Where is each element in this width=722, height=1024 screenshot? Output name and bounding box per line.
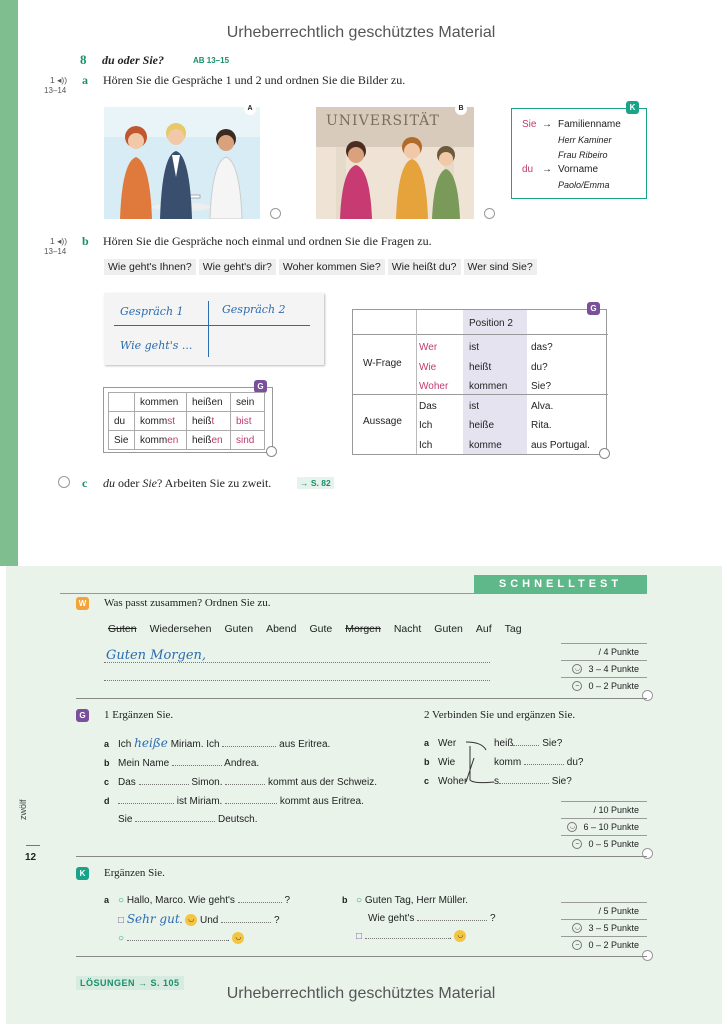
g-task2-title: 2 Verbinden Sie und ergänzen Sie. — [424, 709, 576, 721]
notepad — [104, 293, 324, 365]
smile-emoji-icon: ◡ — [232, 932, 244, 944]
task-letter-c: c — [82, 476, 88, 490]
pronoun-cell: du — [109, 412, 135, 431]
g2-line-a: a Wer heiß Sie? — [424, 738, 563, 749]
blank[interactable] — [118, 803, 174, 804]
task-a-instruction: Hören Sie die Gespräche 1 und 2 und ordnen Sie die Bilder zu. — [103, 73, 406, 87]
blank[interactable] — [513, 745, 539, 746]
k-a-line3: ○ . ◡ — [104, 930, 334, 948]
syntax-word: Ich — [419, 439, 433, 451]
syntax-verb: ist — [469, 342, 479, 353]
k-b-line3: □ . ◡ — [342, 928, 552, 946]
sie-label: Sie — [522, 119, 537, 130]
verb-table — [108, 392, 265, 450]
conjugation-cell: sind — [231, 431, 265, 450]
syntax-word: Das — [419, 400, 437, 412]
audio-cd-label: 1 — [50, 236, 55, 246]
track-numbers: 13–14 — [44, 247, 67, 256]
k-dialog-b — [342, 891, 552, 946]
syntax-rest: Rita. — [531, 420, 552, 431]
neutral-face-icon: – — [572, 940, 582, 950]
question-chip: Wer sind Sie? — [464, 259, 537, 275]
task-b-instruction: Hören Sie die Gespräche noch einmal und ordnen Sie die Fragen zu. — [103, 234, 432, 248]
syntax-rest: Sie? — [531, 381, 552, 392]
university-sign: UNIVERSITÄT — [326, 113, 440, 129]
question-chip: Wie geht's dir? — [199, 259, 276, 275]
blank[interactable] — [172, 765, 222, 766]
page-number: 12 — [25, 852, 37, 863]
blank[interactable] — [524, 764, 564, 765]
audio-icon[interactable]: 1 ◂)) — [50, 75, 68, 85]
w-frage-label: W-Frage — [363, 358, 402, 369]
points-low: – 0 – 5 Punkte — [561, 835, 647, 852]
k-a-line2: □ Sehr gut. ◡ Und ? — [118, 912, 280, 926]
notepad-entry: Wie geht's ... — [120, 339, 193, 352]
blank[interactable] — [127, 940, 227, 941]
word-chip: Wiedersehen — [149, 623, 212, 635]
task-c-instruction: du oder Sie? Arbeiten Sie zu zweit. — [103, 476, 272, 490]
word-chip: Guten — [108, 623, 137, 635]
g1-line-extra: Sie Deutsch. — [118, 814, 258, 825]
w-instruction: Was passt zusammen? Ordnen Sie zu. — [104, 597, 271, 609]
g-task1-lines — [104, 734, 404, 829]
sie-du-info-box — [511, 103, 647, 199]
arrow-icon: → — [542, 119, 552, 130]
points-good: ◡ 3 – 4 Punkte — [561, 660, 647, 677]
k-dialog-a — [104, 891, 334, 948]
syntax-col1 — [419, 338, 448, 455]
verb-header: heißen — [187, 393, 231, 412]
notepad-col1: Gespräch 1 — [120, 305, 184, 318]
smile-emoji-icon: ◡ — [454, 930, 466, 942]
position-2-header: Position 2 — [469, 318, 513, 329]
points-box — [561, 801, 647, 852]
syntax-col3 — [531, 338, 590, 455]
word-bank — [104, 621, 529, 637]
k-b-line1: b ○ Guten Tag, Herr Müller. — [342, 895, 469, 906]
syntax-rest: du? — [531, 361, 548, 373]
points-low: – 0 – 2 Punkte — [561, 936, 647, 953]
magnifier-icon[interactable] — [642, 848, 653, 859]
points-low: – 0 – 2 Punkte — [561, 677, 647, 694]
blank[interactable] — [365, 938, 449, 939]
smile-icon: ◡ — [567, 822, 577, 832]
page-ref-link[interactable]: → S. 82 — [297, 477, 334, 489]
du-example: Paolo/Emma — [558, 180, 610, 190]
left-margin-bar — [0, 0, 18, 660]
word-chip: Abend — [266, 623, 297, 635]
conjugation-cell: heißt — [187, 412, 231, 431]
syntax-rest: das? — [531, 342, 553, 353]
blank[interactable] — [222, 746, 276, 747]
syntax-table-box — [352, 304, 607, 455]
aussage-label: Aussage — [363, 416, 402, 427]
question-chip: Wie heißt du? — [388, 259, 461, 275]
communication-badge: K — [626, 101, 639, 114]
family-name-label: Familienname — [558, 119, 621, 130]
grammar-badge: G — [587, 302, 600, 315]
arrow-icon: → — [542, 164, 552, 175]
points-total: / 5 Punkte — [561, 902, 647, 919]
g-task1-title: 1 Ergänzen Sie. — [104, 709, 174, 721]
notepad-divider — [208, 301, 209, 357]
verb-header: kommen — [135, 393, 187, 412]
conjugation-cell: kommst — [135, 412, 187, 431]
syntax-rest: Alva. — [531, 400, 554, 412]
syntax-verb: ist — [469, 400, 479, 412]
word-chip: Morgen — [345, 623, 381, 635]
blank[interactable] — [225, 784, 265, 785]
g1-line-a: a Ich heiße Miriam. Ich aus Eritrea. — [104, 736, 331, 750]
question-chip: Wie geht's Ihnen? — [104, 259, 196, 275]
blank[interactable] — [417, 920, 487, 921]
blank[interactable] — [499, 783, 549, 784]
conjugation-cell: heißen — [187, 431, 231, 450]
schnelltest-rule — [60, 593, 647, 594]
syntax-rest: aus Portugal. — [531, 439, 590, 451]
task-letter-b: b — [82, 234, 89, 248]
points-good: ◡ 3 – 5 Punkte — [561, 919, 647, 936]
answer-circle-b[interactable] — [484, 208, 495, 219]
table-rule — [416, 310, 417, 454]
answer-circle-a[interactable] — [270, 208, 281, 219]
notepad-col2: Gespräch 2 — [222, 303, 286, 316]
sie-example-2: Frau Ribeiro — [558, 150, 608, 160]
conjugation-cell: kommen — [135, 431, 187, 450]
word-chip: Tag — [504, 623, 522, 635]
verb-header: sein — [231, 393, 265, 412]
g1-line-d: d ist Miriam. kommt aus Eritrea. — [104, 796, 364, 807]
exercise-number: 8 — [80, 52, 87, 67]
syntax-verb: komme — [469, 439, 502, 451]
table-rule — [353, 334, 608, 335]
grammar-badge: G — [254, 380, 267, 393]
syntax-verb: kommen — [469, 381, 508, 392]
section-divider — [76, 956, 647, 957]
word-chip: Guten — [224, 623, 254, 635]
points-total: / 10 Punkte — [561, 801, 647, 818]
partner-work-icon — [58, 476, 70, 488]
task-letter-a: a — [82, 73, 88, 87]
neutral-face-icon: – — [572, 839, 582, 849]
verb-table-box — [103, 382, 273, 453]
illustration-b — [316, 107, 474, 219]
syntax-verb: heiße — [469, 420, 495, 431]
syntax-word: Wer — [419, 342, 438, 353]
question-chips — [104, 259, 540, 275]
audio-icon[interactable]: 1 ◂)) — [50, 236, 68, 246]
w-answer: Guten Morgen, — [106, 648, 207, 663]
blank[interactable] — [238, 902, 282, 903]
answer-line[interactable] — [104, 662, 490, 663]
word-chip: Guten — [434, 623, 463, 635]
g1-line-b: b Mein Name Andrea. — [104, 758, 260, 769]
grammar-badge: G — [76, 709, 89, 722]
watermark-bottom: Urheberrechtlich geschütztes Material — [226, 985, 496, 1002]
workbook-ref: AB 13–15 — [193, 56, 230, 65]
solutions-link[interactable]: LÖSUNGEN → S. 105 — [76, 976, 184, 990]
page-word: zwölf — [18, 799, 28, 820]
word-chip: Auf — [475, 623, 492, 635]
conjugation-cell: bist — [231, 412, 265, 431]
track-numbers: 13–14 — [44, 86, 67, 95]
blank[interactable] — [221, 922, 271, 923]
syntax-col2 — [469, 338, 507, 455]
answer-line[interactable] — [104, 680, 490, 681]
syntax-word: Ich — [419, 420, 433, 431]
schnelltest-header: SCHNELLTEST — [474, 575, 647, 594]
verb-header — [109, 393, 135, 412]
exercise-title: du oder Sie? — [102, 53, 165, 67]
word-chip: Nacht — [393, 623, 422, 635]
du-label: du — [522, 164, 534, 175]
magnifier-icon[interactable] — [642, 690, 653, 701]
blank[interactable] — [135, 821, 215, 822]
section-divider — [76, 856, 647, 857]
blank[interactable] — [139, 784, 189, 785]
neutral-face-icon: – — [572, 681, 582, 691]
blank[interactable] — [225, 803, 277, 804]
points-box — [561, 902, 647, 953]
points-box — [561, 643, 647, 694]
magnifier-icon[interactable] — [266, 446, 277, 457]
communication-badge: K — [76, 867, 89, 880]
syntax-word: Woher — [419, 381, 449, 392]
illustration-a — [104, 107, 260, 219]
pronoun-cell: Sie — [109, 431, 135, 450]
k-b-line2: Wie geht's ? — [368, 913, 496, 924]
magnifier-icon[interactable] — [599, 448, 610, 459]
g2-line-b: b Wie komm du? — [424, 757, 584, 768]
lower-margin-bar — [0, 566, 18, 1024]
k-a-line1: a ○ Hallo, Marco. Wie geht's ? — [104, 895, 291, 906]
syntax-verb: heißt — [469, 361, 492, 373]
notepad-rule — [114, 325, 310, 326]
sie-example-1: Herr Kaminer — [558, 135, 612, 145]
points-good: ◡ 6 – 10 Punkte — [561, 818, 647, 835]
image-a-badge: A — [244, 103, 256, 115]
g2-line-c: c Woher s Sie? — [424, 776, 572, 787]
k-instruction: Ergänzen Sie. — [104, 867, 165, 879]
page-rule — [26, 845, 40, 846]
image-b-badge: B — [455, 103, 467, 115]
syntax-word: Wie — [419, 361, 437, 373]
vocab-badge: W — [76, 597, 89, 610]
smile-icon: ◡ — [572, 923, 582, 933]
question-chip: Woher kommen Sie? — [279, 259, 385, 275]
g-task2-lines — [424, 734, 604, 791]
watermark-top: Urheberrechtlich geschütztes Material — [226, 24, 496, 41]
word-chip: Gute — [309, 623, 333, 635]
smile-emoji-icon: ◡ — [185, 914, 197, 926]
g1-line-c: c Das Simon. kommt aus der Schweiz. — [104, 777, 377, 788]
matching-lines — [464, 740, 498, 784]
smile-icon: ◡ — [572, 664, 582, 674]
points-total: / 4 Punkte — [561, 643, 647, 660]
section-divider — [76, 698, 647, 699]
audio-cd-label: 1 — [50, 75, 55, 85]
first-name-label: Vorname — [558, 164, 599, 175]
